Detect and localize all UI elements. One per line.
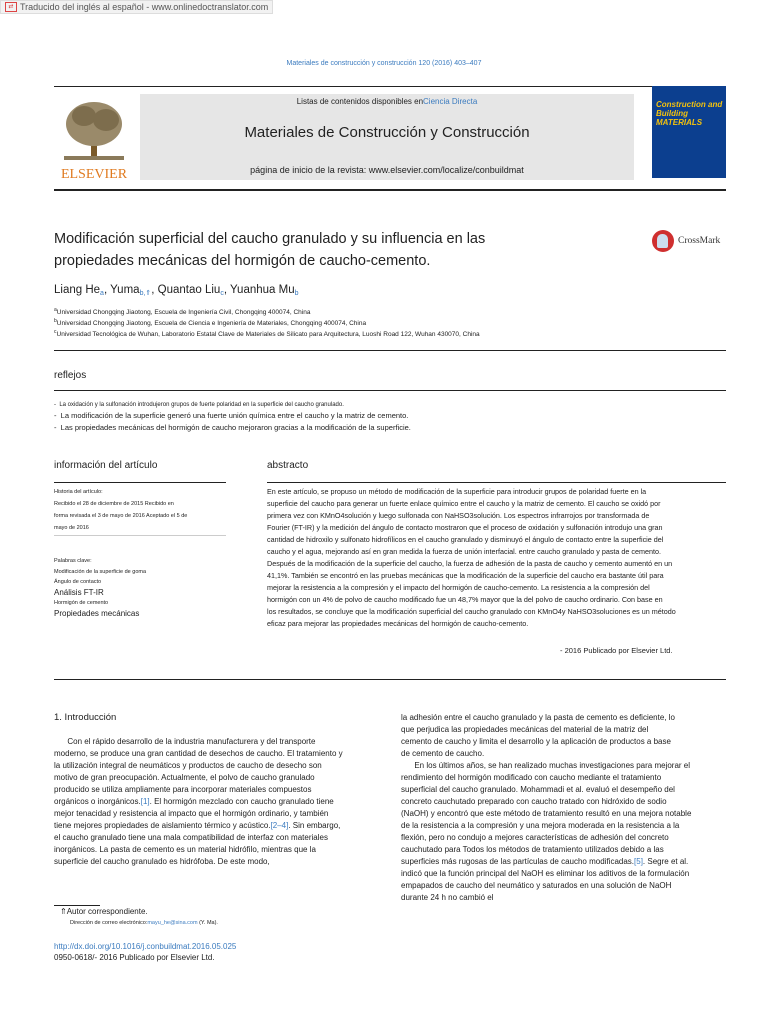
body-line: durante 24 h no cambió el [401,893,494,902]
affiliation-text: Universidad Tecnológica de Wuhan, Laboratorio Estatal Clave de Materiales de Silicato para Arquitectura, Luoshi Road 122, Wuhan 430070, China [56,331,480,339]
author-separator: , [223,284,231,296]
elsevier-wordmark: ELSEVIER [60,167,128,180]
body-line: que perjudica las propiedades mecánicas del material de la matriz del [401,725,649,734]
author-name[interactable]: Liang He [54,284,101,296]
keyword: Hormigón de cemento [54,600,109,606]
affiliation [54,329,480,338]
crossmark-label: CrossMark [678,236,721,246]
history-line: forma revisada el 3 de mayo de 2016 Aceptado el 5 de [54,513,188,519]
crossmark-icon [652,230,674,252]
body-line: rendimiento del hormigón modificado con caucho mediante el tratamiento [401,773,662,782]
contents-line [140,97,634,106]
author-list [54,284,299,296]
sciencedirect-link[interactable]: Ciencia Directa [423,97,478,106]
highlight-item: - Las propiedades mecánicas del hormigón de caucho mejoraron gracias a la modificación de la superficie. [54,423,411,432]
highlights-rule [54,390,726,391]
email-note: Dirección de correo electrónico:mayu_he@sina.com (Y. Ma). [70,920,218,926]
article-info-rule [54,482,226,483]
body-line: indicó que la función principal del NaOH es eliminar los aditivos de la formulación [401,869,690,878]
body-line: orgánicos o inorgánicos.[1]. El hormigón mezclado con caucho granulado tiene [54,797,334,806]
author-separator: , [151,284,158,296]
body-line: superficies más rugosas de las partículas de caucho modificadas.[5]. Segre et al. [401,857,689,866]
body-line: de cemento de caucho. [401,749,485,758]
affiliation-mark: b [54,318,57,324]
affiliation [54,307,310,316]
body-line: la adhesión entre el caucho granulado y la pasta de cemento es deficiente, lo [401,713,675,722]
copyright-line: - 2016 Publicado por Elsevier Ltd. [560,646,673,655]
title-line-1: Modificación superficial del caucho granulado y su influencia en las [54,231,486,247]
body-line: cemento de caucho y limita el desarrollo y la aplicación de productos a base [401,737,671,746]
body-line: cauchutado para Todos los métodos de tratamiento utilizados debido a las [401,845,664,854]
abstract-line: En este artículo, se propuso un método de modificación de la superficie para introducir grupos de polaridad fuerte en la [267,487,647,496]
keywords-rule [54,535,226,536]
body-column-right [401,712,726,904]
abstract-line: Después de la modificación de la superficie del caucho, la fuerza de adhesión de la pasta de caucho y cemento aumentó en un [267,559,673,568]
affiliation-mark: a [54,307,57,313]
body-line: moderno, se produce una gran cantidad de desechos de caucho. El tratamiento y [54,749,343,758]
body-line: tiene mejores propiedades de aislamiento térmico y acústico.[2–4]. Sin embargo, [54,821,341,830]
translator-banner[interactable] [0,0,273,14]
author-name[interactable]: Quantao Liu [157,284,221,296]
journal-name: Materiales de Construcción y Construcción [244,124,530,141]
abstract-line: cantidad de hidroxilo y sulfonato hidrofílicos en el caucho granulado y disminuyó el ángulo de contacto entre la superficie del [267,535,664,544]
body-line: producido se utiliza ampliamente para incorporar materiales compuestos [54,785,312,794]
body-line: la utilización integral de neumáticos y productos de caucho de desecho son [54,761,322,770]
affiliation [54,318,366,327]
body-line: superficie del caucho granulado es hidrófoba. De este modo, [54,857,270,866]
introduction-heading: 1. Introducción [54,712,117,723]
author-separator: , [103,284,111,296]
body-column-left [54,736,377,868]
history-line: Recibido el 28 de diciembre de 2015 Recibido en [54,501,174,507]
elsevier-logo [54,94,134,180]
abstract-line: mejorar la resistencia a la compresión y el impacto del hormigón de caucho-cemento. La resistencia a la compresión del [267,583,650,592]
body-line: mejor tenacidad y resistencia al impacto que el hormigón ordinario, y también [54,809,329,818]
abstract-body [267,486,725,630]
abstract-line: primera vez con KMnO4solución y luego sulfonada con NaHSO3solución. Los espectros infrarrojos por transformada de [267,511,650,520]
reference-link[interactable]: [1] [140,797,150,806]
affiliation-mark: c [54,329,57,335]
crossmark-badge[interactable] [652,230,720,252]
affiliation-rule [54,350,726,351]
contents-prefix: Listas de contenidos disponibles en [296,97,424,106]
keyword: Análisis FT-IR [54,588,104,597]
affiliation-text: Universidad Chongqing Jiaotong, Escuela de Ciencia e Ingeniería de Materiales, Chongqing 400074, China [56,320,367,328]
abstract-line: Fourier (FT-IR) y la medición del ángulo de contacto mostraron que el proceso de oxidación y sulfonación introdujo una gran [267,523,663,532]
header-bottom-rule [54,189,726,191]
journal-citation: Materiales de construcción y construcción 120 (2016) 403–407 [286,60,482,67]
footnote-rule [54,905,100,906]
reference-link[interactable]: [5] [634,857,643,866]
journal-cover [652,86,726,178]
article-history [54,486,224,534]
body-line: concreto cauchutado preparado con caucho tratado con hidróxido de sodio [401,797,667,806]
article-title [54,228,614,272]
abstract-line: hormigón con un 4% de polvo de caucho modificado fue un 48,7% mayor que la del polvo de caucho ordinario. Con base en [267,595,663,604]
highlight-item: - La modificación de la superficie generó una fuerte unión química entre el caucho y la matriz de cemento. [54,411,409,420]
history-line: mayo de 2016 [54,525,89,531]
body-line: flexión, pero no condujo a mejores características de adhesión del concreto [401,833,669,842]
keyword: Modificación de la superficie de goma [54,569,147,575]
abstract-line: eficaz para mejorar las propiedades mecánicas del hormigón de caucho-cemento. [267,619,529,628]
body-line: Con el rápido desarrollo de la industria manufacturera y del transporte [54,737,316,746]
abstract-bottom-rule [54,679,726,680]
keywords-label: Palabras clave: [54,558,92,564]
author-affiliation-mark[interactable]: b,⇑ [139,290,152,297]
translator-text: Traducido del inglés al español - www.onlinedoctranslator.com [20,2,269,12]
cover-title: Construction and Building MATERIALS [656,100,723,127]
abstract-line: superficie del caucho para generar un fuerte enlace químico entre el caucho y la matriz de cemento. El caucho se oxidó por [267,499,661,508]
history-label: Historia del artículo: [54,489,103,495]
highlight-item: - La oxidación y la sulfonación introdujeron grupos de fuerte polaridad en la superficie del caucho granulado. [54,402,344,408]
doi-link[interactable]: http://dx.doi.org/10.1016/j.conbuildmat.2016.05.025 [54,942,237,951]
abstract-line: los resultados, se concluye que la modificación superficial del caucho granulado con KMnO4y NaHSO3soluciones es un método [267,607,676,616]
body-line: motivo de gran preocupación. Actualmente, el polvo de caucho granulado [54,773,315,782]
reference-link[interactable]: [2–4] [270,821,289,830]
header-top-rule [54,86,726,87]
author-name[interactable]: Yuma [110,284,140,296]
journal-homepage[interactable]: página de inicio de la revista: www.elsevier.com/localize/conbuildmat [250,165,524,175]
body-line: (NaOH) y encontró que este método de tratamiento resultó en una mejora notable [401,809,692,818]
email-link[interactable]: mayu_he@sina.com [147,920,198,926]
keywords-block [54,556,234,619]
issn-line: 0950-0618/- 2016 Publicado por Elsevier Ltd. [54,953,215,962]
author-affiliation-mark[interactable]: b [294,290,299,297]
title-line-2: propiedades mecánicas del hormigón de caucho-cemento. [54,253,431,269]
body-line: de la resistencia a la compresión y una mejora moderada en la resistencia a la [401,821,680,830]
translate-icon: ⇄ [5,2,17,12]
affiliation-text: Universidad Chongqing Jiaotong, Escuela de Ingeniería Civil, Chongqing 400074, China [56,309,311,317]
article-info-heading: información del artículo [54,460,158,471]
abstract-heading: abstracto [267,460,309,471]
body-line: En los últimos años, se han realizado muchas investigaciones para mejorar el [401,761,691,770]
highlights-heading: reflejos [54,370,87,381]
author-affiliation-mark[interactable]: a [100,290,104,297]
corresponding-author-note: ⇑Autor correspondiente. [60,907,148,916]
abstract-line: caucho y el agua, mejorando así en gran medida la fuerza de unión interfacial. entre caucho granulado y pasta de cemento. [267,547,661,556]
body-line: inorgánicos. La pasta de cemento es un material hidrófilo, mientras que la [54,845,316,854]
body-line: superficial del caucho granulado. Mohammadi et al. evaluó el desempeño del [401,785,675,794]
body-line: empapados de caucho del neumático y saturados en una solución de NaOH [401,881,672,890]
author-affiliation-mark[interactable]: c [220,290,224,297]
keyword: Propiedades mecánicas [54,609,140,618]
author-name[interactable]: Yuanhua Mu [230,284,295,296]
abstract-rule [267,482,726,483]
keyword: Ángulo de contacto [54,579,102,585]
abstract-line: 41,1%. También se encontró en las pruebas mecánicas que la modificación de la superficie del caucho era bastante útil para [267,571,664,580]
body-line: el caucho granulado tiene una mala compatibilidad de interfaz con materiales [54,833,328,842]
